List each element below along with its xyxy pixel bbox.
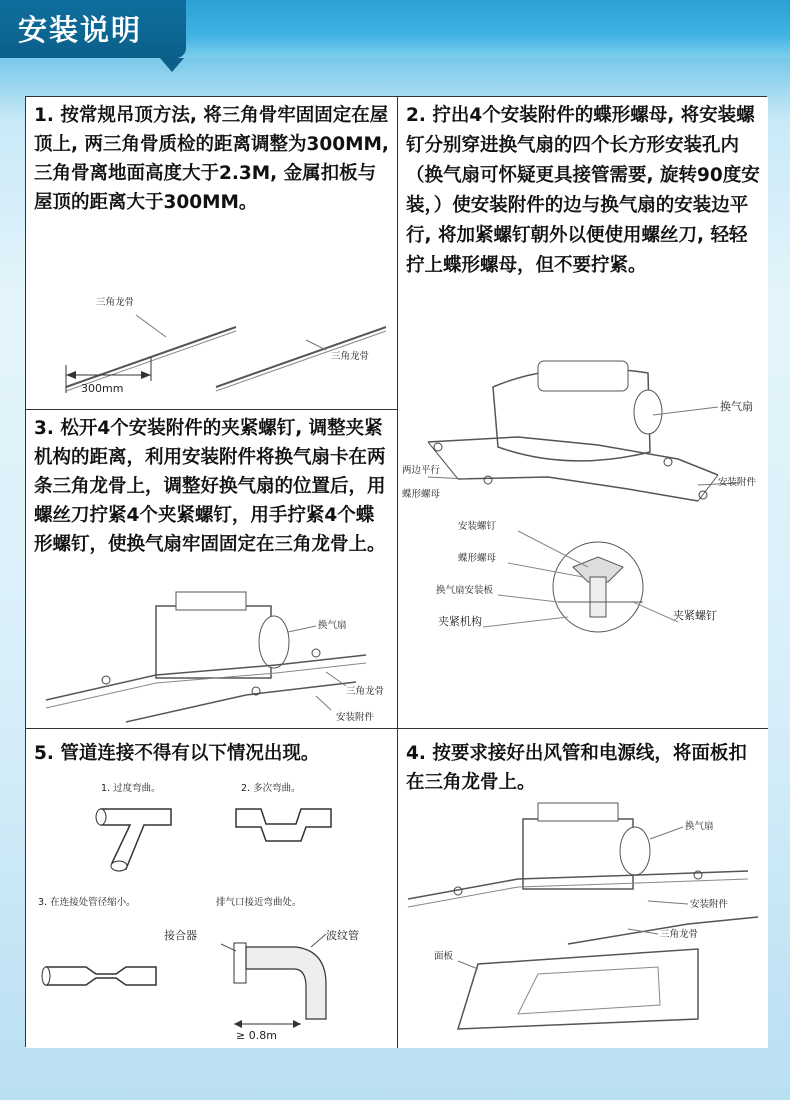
distance-label: 300mm	[81, 382, 124, 395]
step-2-text: 2. 拧出4个安装附件的蝶形螺母, 将安装螺钉分别穿进换气扇的四个长方形安装孔内（换气扇可怀疑更具接管需要, 旋转90度安装，）使安装附件的边与换气扇的安装边平行, 将加紧螺钉朝外以便使用螺丝刀, 轻轻拧上蝶形螺母，但不要拧紧。	[406, 105, 760, 276]
panel-label: 面板	[434, 951, 454, 962]
case-2-label: 2. 多次弯曲。	[241, 783, 301, 794]
case-3-label: 3. 在连接处管径缩小。	[38, 897, 136, 908]
panel-install-diagram	[398, 729, 768, 1048]
fan-label-3: 换气扇	[318, 620, 347, 631]
clamp-mechanism-label: 夹紧机构	[438, 615, 482, 628]
butterfly-nut-label: 蝶形螺母	[402, 489, 441, 500]
step-3-text: 3. 松开4个安装附件的夹紧螺钉, 调整夹紧机构的距离，利用安装附件将换气扇卡在两条三角龙骨上，调整好换气扇的位置后，用螺丝刀拧紧4个夹紧螺钉，用手拧紧4个蝶形螺钉，使换气扇牢固固定在三角龙骨上。	[34, 418, 386, 555]
step-3-cell	[26, 410, 398, 729]
fan-label: 换气扇	[720, 400, 753, 413]
instruction-grid	[25, 96, 767, 1047]
accessory-label-3: 安装附件	[336, 712, 375, 723]
clamp-screw-label: 夹紧螺钉	[673, 609, 717, 622]
keel-label-a: 三角龙骨	[96, 297, 135, 308]
case-4-label: 排气口接近弯曲处。	[216, 897, 302, 908]
step-1-cell	[26, 97, 398, 410]
keel-label-3: 三角龙骨	[346, 686, 385, 697]
bellows-label: 波纹管	[326, 929, 359, 942]
accessory-mount-diagram	[398, 97, 768, 729]
keel-label-4: 三角龙骨	[660, 929, 699, 940]
step-4-text: 4. 按要求接好出风管和电源线，将面板扣在三角龙骨上。	[406, 743, 747, 793]
fan-mount-plate-label: 换气扇安装板	[436, 585, 494, 596]
duct-distance-label: ≥ 0.8m	[236, 1029, 277, 1042]
fan-on-keel-diagram	[26, 410, 398, 729]
case-1-label: 1. 过度弯曲。	[101, 783, 161, 794]
step-4-cell	[398, 729, 768, 1048]
fan-label-4: 换气扇	[685, 821, 714, 832]
accessory-label: 安装附件	[718, 477, 757, 488]
keel-label-b: 三角龙骨	[331, 351, 370, 362]
step-2-cell	[398, 97, 768, 729]
header-notch	[160, 58, 184, 72]
page-title: 安装说明	[18, 13, 143, 47]
parallel-edges-label: 两边平行	[402, 465, 441, 476]
step-5-text: 5. 管道连接不得有以下情况出现。	[34, 743, 320, 764]
install-screw-label: 安装螺钉	[458, 521, 497, 532]
accessory-label-4: 安装附件	[690, 899, 729, 910]
butterfly-nut-label-2: 蝶形螺母	[458, 553, 497, 564]
step-1-text: 1. 按常规吊顶方法, 将三角骨牢固固定在屋顶上, 两三角骨质检的距离调整为300MM, 三角骨离地面高度大于2.3M, 金属扣板与屋顶的距离大于300MM。	[34, 105, 389, 213]
keel-distance-diagram	[26, 97, 398, 410]
duct-warnings-diagram	[26, 729, 398, 1048]
step-5-cell	[26, 729, 398, 1048]
connector-label: 接合器	[164, 929, 197, 942]
